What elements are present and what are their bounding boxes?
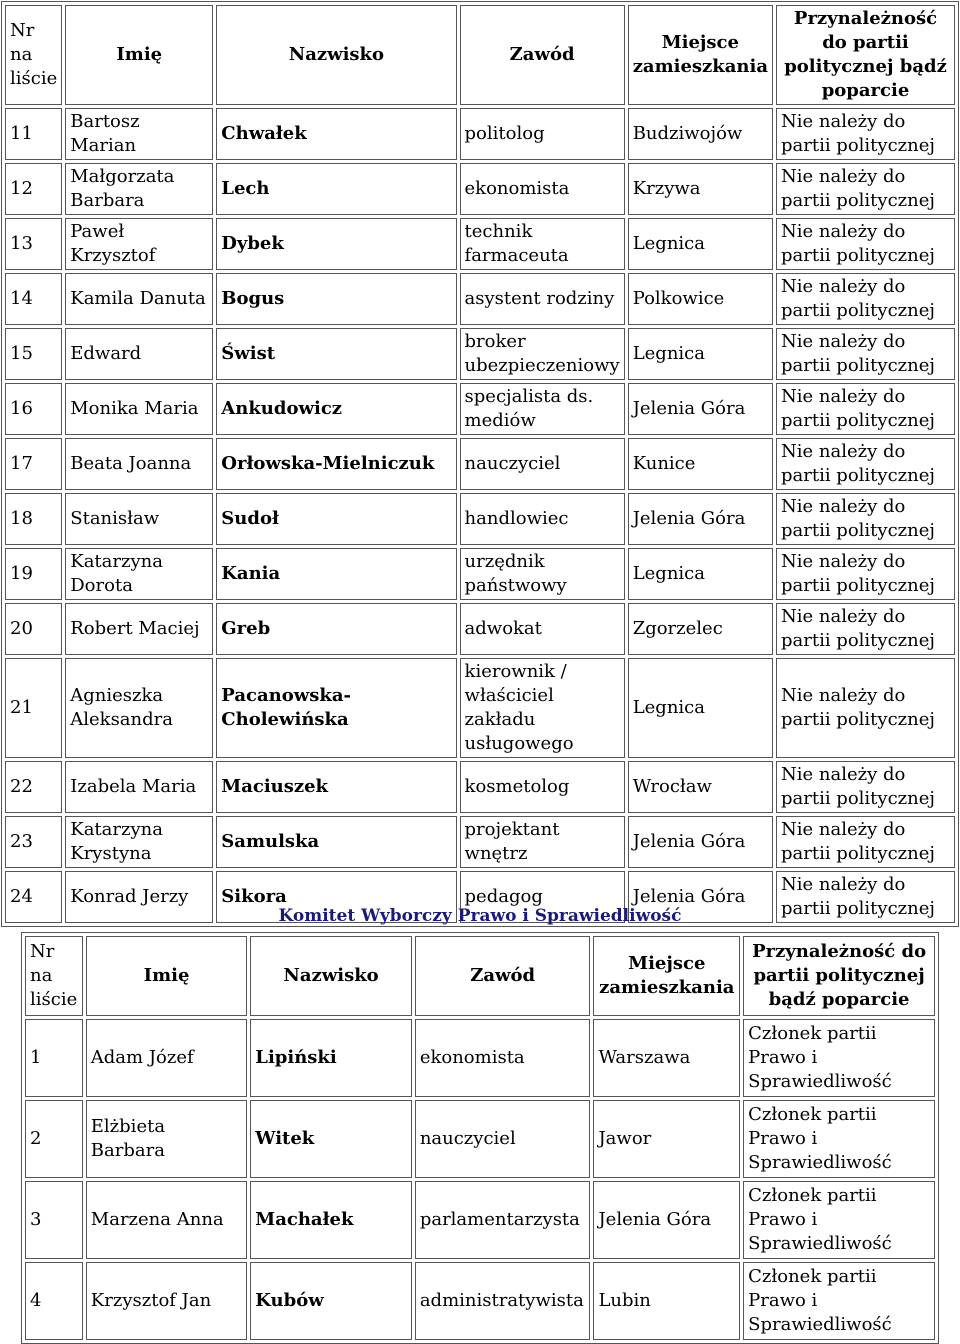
cell-nr: 12 bbox=[5, 163, 62, 215]
cell-profession: politolog bbox=[460, 108, 625, 160]
table-header-row bbox=[25, 936, 935, 1016]
table-row bbox=[5, 438, 955, 490]
cell-profession: adwokat bbox=[460, 603, 625, 655]
cell-residence: Lubin bbox=[593, 1262, 740, 1340]
cell-first-name: Marzena Anna bbox=[86, 1181, 248, 1259]
cell-first-name: Małgorzata Barbara bbox=[65, 163, 213, 215]
cell-residence: Warszawa bbox=[593, 1019, 740, 1097]
cell-first-name: Paweł Krzysztof bbox=[65, 218, 213, 270]
cell-nr: 16 bbox=[5, 383, 62, 435]
cell-residence: Jelenia Góra bbox=[628, 871, 773, 923]
cell-profession: urzędnik państwowy bbox=[460, 548, 625, 600]
header-residence: Miejsce zamieszkania bbox=[628, 5, 773, 105]
cell-surname: Orłowska-Mielniczuk bbox=[216, 438, 456, 490]
cell-first-name: Izabela Maria bbox=[65, 761, 213, 813]
cell-nr: 3 bbox=[25, 1181, 83, 1259]
header-affiliation: Przynależność do partii politycznej bądź poparcie bbox=[743, 936, 935, 1016]
cell-nr: 21 bbox=[5, 658, 62, 758]
cell-surname: Dybek bbox=[216, 218, 456, 270]
cell-first-name: Robert Maciej bbox=[65, 603, 213, 655]
header-profession: Zawód bbox=[460, 5, 625, 105]
header-profession: Zawód bbox=[415, 936, 591, 1016]
cell-profession: technik farmaceuta bbox=[460, 218, 625, 270]
cell-first-name: Edward bbox=[65, 328, 213, 380]
cell-affiliation: Nie należy do partii politycznej bbox=[776, 218, 955, 270]
cell-nr: 4 bbox=[25, 1262, 83, 1340]
cell-surname: Kania bbox=[216, 548, 456, 600]
header-first-name: Imię bbox=[65, 5, 213, 105]
cell-first-name: Elżbieta Barbara bbox=[86, 1100, 248, 1178]
cell-affiliation: Nie należy do partii politycznej bbox=[776, 383, 955, 435]
cell-profession: pedagog bbox=[460, 871, 625, 923]
table-row bbox=[5, 603, 955, 655]
table-row bbox=[25, 1100, 935, 1178]
cell-profession: nauczyciel bbox=[460, 438, 625, 490]
table-row bbox=[5, 493, 955, 545]
cell-profession: kosmetolog bbox=[460, 761, 625, 813]
cell-residence: Zgorzelec bbox=[628, 603, 773, 655]
header-nr: Nr na liście bbox=[25, 936, 83, 1016]
cell-first-name: Agnieszka Aleksandra bbox=[65, 658, 213, 758]
cell-surname: Maciuszek bbox=[216, 761, 456, 813]
cell-first-name: Adam Józef bbox=[86, 1019, 248, 1097]
cell-residence: Jawor bbox=[593, 1100, 740, 1178]
cell-affiliation: Członek partii Prawo i Sprawiedliwość bbox=[743, 1019, 935, 1097]
cell-surname: Świst bbox=[216, 328, 456, 380]
cell-first-name: Krzysztof Jan bbox=[86, 1262, 248, 1340]
cell-residence: Jelenia Góra bbox=[593, 1181, 740, 1259]
cell-nr: 17 bbox=[5, 438, 62, 490]
cell-profession: specjalista ds. mediów bbox=[460, 383, 625, 435]
cell-surname: Chwałek bbox=[216, 108, 456, 160]
cell-nr: 20 bbox=[5, 603, 62, 655]
table-row bbox=[5, 218, 955, 270]
cell-surname: Machałek bbox=[250, 1181, 412, 1259]
header-surname: Nazwisko bbox=[250, 936, 412, 1016]
cell-nr: 22 bbox=[5, 761, 62, 813]
cell-nr: 14 bbox=[5, 273, 62, 325]
cell-residence: Legnica bbox=[628, 658, 773, 758]
cell-first-name: Katarzyna Dorota bbox=[65, 548, 213, 600]
cell-residence: Wrocław bbox=[628, 761, 773, 813]
cell-profession: administratywista bbox=[415, 1262, 591, 1340]
cell-affiliation: Członek partii Prawo i Sprawiedliwość bbox=[743, 1181, 935, 1259]
cell-surname: Sikora bbox=[216, 871, 456, 923]
candidates-table-1 bbox=[1, 1, 959, 927]
cell-residence: Polkowice bbox=[628, 273, 773, 325]
cell-affiliation: Nie należy do partii politycznej bbox=[776, 493, 955, 545]
table-row bbox=[5, 108, 955, 160]
cell-affiliation: Nie należy do partii politycznej bbox=[776, 816, 955, 868]
cell-profession: handlowiec bbox=[460, 493, 625, 545]
cell-affiliation: Nie należy do partii politycznej bbox=[776, 273, 955, 325]
table-row bbox=[5, 328, 955, 380]
cell-nr: 1 bbox=[25, 1019, 83, 1097]
cell-nr: 11 bbox=[5, 108, 62, 160]
cell-residence: Legnica bbox=[628, 328, 773, 380]
cell-surname: Greb bbox=[216, 603, 456, 655]
cell-surname: Pacanowska-Cholewińska bbox=[216, 658, 456, 758]
table-row bbox=[5, 273, 955, 325]
cell-first-name: Monika Maria bbox=[65, 383, 213, 435]
cell-affiliation: Nie należy do partii politycznej bbox=[776, 658, 955, 758]
cell-profession: ekonomista bbox=[460, 163, 625, 215]
cell-affiliation: Nie należy do partii politycznej bbox=[776, 871, 955, 923]
cell-affiliation: Członek partii Prawo i Sprawiedliwość bbox=[743, 1262, 935, 1340]
cell-surname: Samulska bbox=[216, 816, 456, 868]
cell-residence: Budziwojów bbox=[628, 108, 773, 160]
cell-surname: Sudoł bbox=[216, 493, 456, 545]
cell-surname: Ankudowicz bbox=[216, 383, 456, 435]
cell-residence: Jelenia Góra bbox=[628, 816, 773, 868]
cell-affiliation: Nie należy do partii politycznej bbox=[776, 438, 955, 490]
cell-residence: Jelenia Góra bbox=[628, 383, 773, 435]
table-row bbox=[5, 163, 955, 215]
cell-first-name: Beata Joanna bbox=[65, 438, 213, 490]
header-affiliation: Przynależność do partii politycznej bądź poparcie bbox=[776, 5, 955, 105]
cell-affiliation: Nie należy do partii politycznej bbox=[776, 548, 955, 600]
cell-nr: 15 bbox=[5, 328, 62, 380]
cell-profession: ekonomista bbox=[415, 1019, 591, 1097]
cell-profession: projektant wnętrz bbox=[460, 816, 625, 868]
cell-first-name: Stanisław bbox=[65, 493, 213, 545]
cell-surname: Witek bbox=[250, 1100, 412, 1178]
cell-residence: Legnica bbox=[628, 218, 773, 270]
cell-nr: 23 bbox=[5, 816, 62, 868]
cell-affiliation: Nie należy do partii politycznej bbox=[776, 328, 955, 380]
cell-residence: Legnica bbox=[628, 548, 773, 600]
header-residence: Miejsce zamieszkania bbox=[593, 936, 740, 1016]
table-row bbox=[5, 761, 955, 813]
table-row bbox=[25, 1019, 935, 1097]
cell-profession: broker ubezpieczeniowy bbox=[460, 328, 625, 380]
cell-profession: parlamentarzysta bbox=[415, 1181, 591, 1259]
cell-affiliation: Członek partii Prawo i Sprawiedliwość bbox=[743, 1100, 935, 1178]
cell-first-name: Katarzyna Krystyna bbox=[65, 816, 213, 868]
cell-affiliation: Nie należy do partii politycznej bbox=[776, 163, 955, 215]
cell-surname: Kubów bbox=[250, 1262, 412, 1340]
cell-affiliation: Nie należy do partii politycznej bbox=[776, 761, 955, 813]
cell-nr: 13 bbox=[5, 218, 62, 270]
candidates-table-2 bbox=[21, 932, 939, 1344]
cell-first-name: Kamila Danuta bbox=[65, 273, 213, 325]
cell-profession: kierownik / właściciel zakładu usługowego bbox=[460, 658, 625, 758]
cell-residence: Jelenia Góra bbox=[628, 493, 773, 545]
cell-residence: Krzywa bbox=[628, 163, 773, 215]
cell-surname: Lipiński bbox=[250, 1019, 412, 1097]
table-row bbox=[5, 816, 955, 868]
cell-first-name: Konrad Jerzy bbox=[65, 871, 213, 923]
cell-surname: Lech bbox=[216, 163, 456, 215]
cell-affiliation: Nie należy do partii politycznej bbox=[776, 603, 955, 655]
cell-affiliation: Nie należy do partii politycznej bbox=[776, 108, 955, 160]
cell-profession: asystent rodziny bbox=[460, 273, 625, 325]
cell-nr: 18 bbox=[5, 493, 62, 545]
cell-nr: 19 bbox=[5, 548, 62, 600]
cell-profession: nauczyciel bbox=[415, 1100, 591, 1178]
header-first-name: Imię bbox=[86, 936, 248, 1016]
cell-first-name: Bartosz Marian bbox=[65, 108, 213, 160]
table-header-row bbox=[5, 5, 955, 105]
committee-title: Komitet Wyborczy Prawo i Sprawiedliwość bbox=[278, 906, 682, 926]
table-row bbox=[5, 658, 955, 758]
cell-nr: 24 bbox=[5, 871, 62, 923]
table-row bbox=[25, 1262, 935, 1340]
table-row bbox=[5, 383, 955, 435]
cell-surname: Bogus bbox=[216, 273, 456, 325]
header-nr: Nr na liście bbox=[5, 5, 62, 105]
table-row bbox=[25, 1181, 935, 1259]
header-surname: Nazwisko bbox=[216, 5, 456, 105]
cell-nr: 2 bbox=[25, 1100, 83, 1178]
cell-residence: Kunice bbox=[628, 438, 773, 490]
table-row bbox=[5, 548, 955, 600]
